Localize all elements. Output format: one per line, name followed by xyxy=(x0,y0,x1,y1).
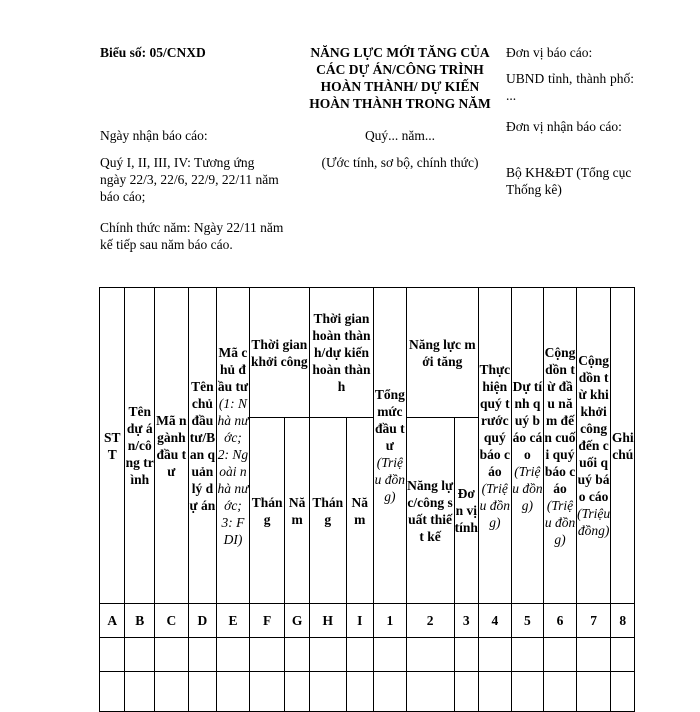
empty-cell xyxy=(511,638,544,672)
empty-cell xyxy=(155,672,189,712)
empty-cell xyxy=(217,672,250,712)
header-unit: Đơn vị tính xyxy=(454,418,478,604)
empty-cell xyxy=(125,638,155,672)
empty-cell xyxy=(374,672,407,712)
empty-cell xyxy=(611,638,635,672)
empty-cell xyxy=(346,638,374,672)
empty-cell xyxy=(611,672,635,712)
code-cell: B xyxy=(125,604,155,638)
code-cell: C xyxy=(155,604,189,638)
cumulative-start-label: Cộng dồn từ khi khởi công đến cuối quý báo cáo xyxy=(577,353,610,504)
receiving-unit-value: Bộ KH&ĐT (Tổng cục Thống kê) xyxy=(506,165,632,197)
reporting-unit-label: Đơn vị báo cáo: xyxy=(506,45,593,60)
code-cell: G xyxy=(285,604,309,638)
header-completion-time: Thời gian hoàn thành/dự kiến hoàn thành xyxy=(309,288,373,418)
code-cell: 5 xyxy=(511,604,544,638)
empty-cell xyxy=(155,638,189,672)
empty-cell xyxy=(511,672,544,712)
header-new-capacity: Năng lực mới tăng xyxy=(406,288,478,418)
executed-before-unit: (Triệu đồng) xyxy=(479,480,510,530)
header-cumulative-start xyxy=(576,288,611,604)
investor-code-label: Mã chủ đầu tư xyxy=(217,344,249,394)
title-line-1: NĂNG LỰC MỚI TĂNG CỦA xyxy=(310,45,490,60)
form-number: Biểu số: 05/CNXD xyxy=(100,45,206,60)
empty-cell xyxy=(576,672,611,712)
capacity-table xyxy=(99,287,635,712)
code-cell: I xyxy=(346,604,374,638)
header-cumulative-year xyxy=(544,288,577,604)
estimate-note: (Ước tính, sơ bộ, chính thức) xyxy=(321,155,479,170)
empty-cell xyxy=(249,638,285,672)
empty-cell xyxy=(576,638,611,672)
report-date-label: Ngày nhận báo cáo: xyxy=(100,128,208,143)
cumulative-year-label: Cộng dồn từ đầu năm đến cuối quý báo cáo xyxy=(544,344,576,496)
reporting-unit-value: UBND tỉnh, thành phố: ... xyxy=(506,71,634,103)
header-industry-code: Mã ngành đầu tư xyxy=(155,288,189,604)
empty-cell xyxy=(309,672,346,712)
header-executed-before xyxy=(479,288,512,604)
code-cell: 3 xyxy=(454,604,478,638)
code-cell: 1 xyxy=(374,604,407,638)
code-cell: 2 xyxy=(406,604,454,638)
header-start-month: Tháng xyxy=(249,418,285,604)
cumulative-year-unit: (Triệu đồng) xyxy=(544,497,576,547)
empty-cell xyxy=(217,638,250,672)
header-start-time: Thời gian khởi công xyxy=(249,288,309,418)
total-investment-label: Tổng mức đầu tư xyxy=(374,387,405,453)
empty-cell xyxy=(479,638,512,672)
receiving-unit-label: Đơn vị nhận báo cáo: xyxy=(506,119,622,134)
title-line-4: HOÀN THÀNH TRONG NĂM xyxy=(309,96,491,111)
empty-cell xyxy=(100,672,125,712)
header-investor-name: Tên chủ đầu tư/Ban quản lý dự án xyxy=(188,288,217,604)
empty-cell xyxy=(346,672,374,712)
header-completion-month: Tháng xyxy=(309,418,346,604)
estimate-quarter-label: Dự tính quý báo cáo xyxy=(512,378,543,462)
empty-cell xyxy=(188,672,217,712)
report-period: Quý... năm... xyxy=(364,128,436,143)
code-cell: 6 xyxy=(544,604,577,638)
empty-cell xyxy=(249,672,285,712)
empty-cell xyxy=(285,638,309,672)
header-note: Ghi chú xyxy=(611,288,635,604)
empty-cell xyxy=(406,672,454,712)
investor-code-note: (1: Nhà nước; 2: Ngoài nhà nước; 3: FDI) xyxy=(217,395,249,547)
quarter-schedule: Quý I, II, III, IV: Tương ứng ngày 22/3, 22/6, 22/9, 22/11 năm báo cáo; xyxy=(100,155,279,204)
empty-cell xyxy=(285,672,309,712)
empty-cell xyxy=(544,638,577,672)
empty-cell xyxy=(100,638,125,672)
code-cell: E xyxy=(217,604,250,638)
empty-cell xyxy=(479,672,512,712)
header-project-name: Tên dự án/công trình xyxy=(125,288,155,604)
empty-cell xyxy=(454,638,478,672)
empty-cell xyxy=(454,672,478,712)
empty-cell xyxy=(125,672,155,712)
official-schedule: Chính thức năm: Ngày 22/11 năm kế tiếp sau năm báo cáo. xyxy=(100,220,284,252)
header-total-investment xyxy=(374,288,407,604)
header-completion-year: Năm xyxy=(346,418,374,604)
header-estimate-quarter xyxy=(511,288,544,604)
code-cell: H xyxy=(309,604,346,638)
cumulative-start-unit: (Triệu đồng) xyxy=(577,506,611,538)
estimate-quarter-unit: (Triệu đồng) xyxy=(512,463,543,513)
title-line-3: HOÀN THÀNH/ DỰ KIẾN xyxy=(320,79,480,94)
executed-before-label: Thực hiện quý trước quý báo cáo xyxy=(479,361,511,479)
table-row xyxy=(100,638,635,672)
code-cell: 8 xyxy=(611,604,635,638)
report-title xyxy=(292,44,508,112)
table-row xyxy=(100,672,635,712)
header-stt: STT xyxy=(100,288,125,604)
empty-cell xyxy=(188,638,217,672)
code-cell: F xyxy=(249,604,285,638)
code-row xyxy=(100,604,635,638)
empty-cell xyxy=(544,672,577,712)
empty-cell xyxy=(374,638,407,672)
header-capacity: Năng lực/công suất thiết kế xyxy=(406,418,454,604)
code-cell: 4 xyxy=(479,604,512,638)
header-start-year: Năm xyxy=(285,418,309,604)
header-investor-code xyxy=(217,288,250,604)
total-investment-unit: (Triệu đồng) xyxy=(374,455,406,504)
empty-cell xyxy=(406,638,454,672)
empty-cell xyxy=(309,638,346,672)
title-line-2: CÁC DỰ ÁN/CÔNG TRÌNH xyxy=(316,62,484,77)
code-cell: A xyxy=(100,604,125,638)
code-cell: D xyxy=(188,604,217,638)
code-cell: 7 xyxy=(576,604,611,638)
